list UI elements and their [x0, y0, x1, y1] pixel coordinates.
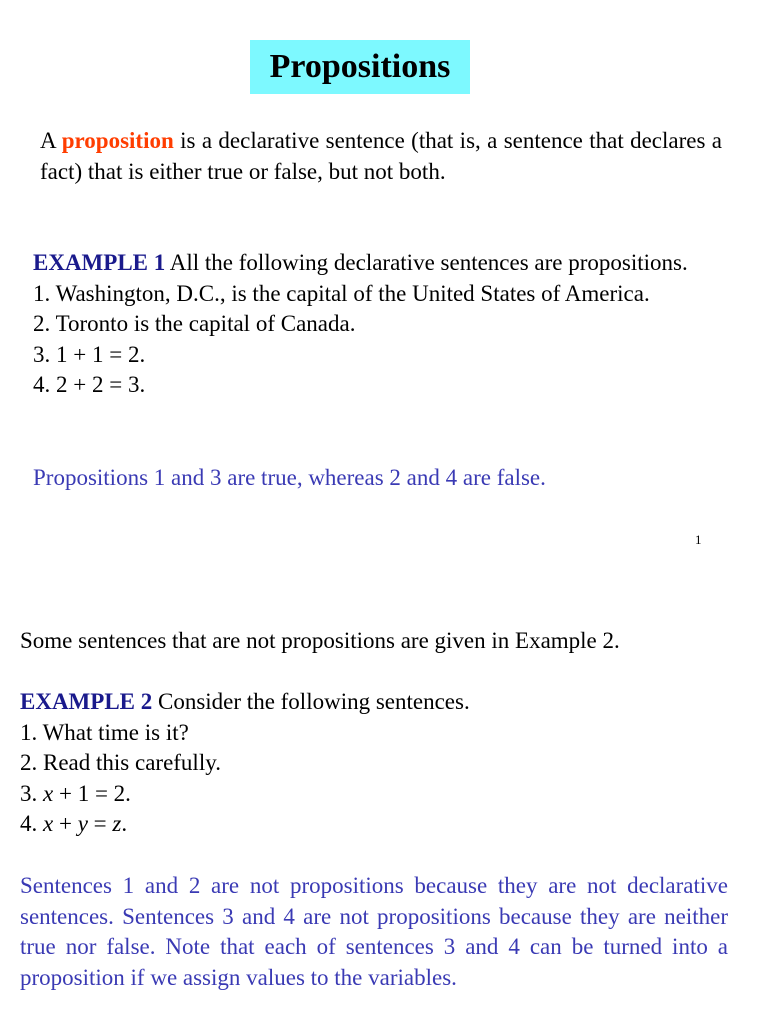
equals-sign: =: [87, 811, 113, 836]
definition-paragraph: [40, 126, 722, 187]
example-2-label: EXAMPLE 2: [20, 689, 153, 714]
variable-y: y: [77, 811, 88, 836]
example-2-block: [20, 687, 740, 840]
equation-rest: + 1 = 2.: [53, 780, 131, 806]
example-1-block: [33, 248, 733, 401]
example-1-conclusion: Propositions 1 and 3 are true, whereas 2 and 4 are false.: [33, 465, 546, 490]
definition-rest: is a declarative sentence (that is, a sentence that declares a fact) that is either true or false, but not both.: [40, 128, 722, 184]
plus-sign: +: [53, 811, 78, 836]
example-1-heading: [33, 248, 733, 279]
variable-x: x: [43, 811, 54, 836]
variable-x: x: [43, 780, 54, 806]
example-2-item: 1. What time is it?: [20, 719, 189, 745]
example-1-item: 2. Toronto is the capital of Canada.: [33, 311, 356, 336]
page-title: Propositions: [250, 40, 470, 94]
example-2-intro: Consider the following sentences.: [152, 689, 470, 714]
definition-keyword: proposition: [61, 128, 174, 153]
example-1-item: 1. Washington, D.C., is the capital of the United States of America.: [33, 280, 650, 306]
definition-prefix: A: [40, 128, 62, 153]
example-2-item: 2. Read this carefully.: [20, 750, 221, 775]
variable-z: z: [112, 811, 122, 836]
example-2-heading: [20, 687, 740, 718]
example-2-item: [20, 809, 740, 840]
example-1-item: 3. 1 + 1 = 2.: [33, 341, 146, 367]
example-2-conclusion: Sentences 1 and 2 are not propositions because they are not declarative sentences. Sentences 3 and 4 are not propositions because they are neither true nor false. Note that each of sentences 3 and 4 can be turned into a proposition if we assign values to the variables.: [20, 873, 728, 990]
page-number: 1: [695, 532, 702, 547]
example-2-intro-sentence: Some sentences that are not propositions are given in Example 2.: [20, 628, 620, 653]
example-2-item: [20, 779, 740, 810]
period: .: [121, 811, 128, 836]
example-1-label: EXAMPLE 1: [33, 250, 166, 275]
example-1-item: 4. 2 + 2 = 3.: [33, 372, 146, 397]
item-number: 3.: [20, 780, 43, 806]
item-number: 4.: [20, 811, 43, 836]
example-1-intro: All the following declarative sentences are propositions.: [165, 250, 688, 275]
